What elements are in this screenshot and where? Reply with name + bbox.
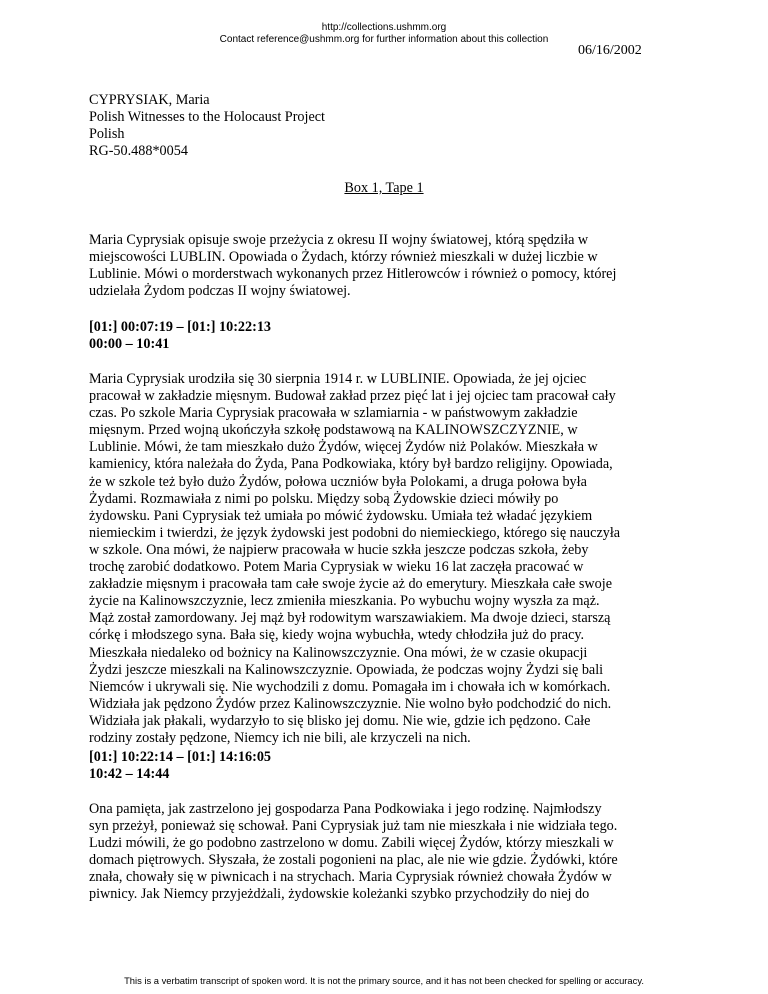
project-name: Polish Witnesses to the Holocaust Project — [89, 109, 325, 126]
text-line: Widziała jak pędzono Żydów przez Kalinowszczyznie. Nie wolno było podchodzić do nich. — [89, 695, 612, 712]
text-line: domach piętrowych. Słyszała, że zostali pogonieni na plac, ale nie wie gdzie. Żydówki, które — [89, 852, 618, 869]
text-line: pracował w zakładzie mięsnym. Budował zakład przez pięć lat i jej ojciec tam pracował cały — [89, 388, 616, 405]
text-line: że w szkole też było dużo Żydów, połowa uczniów była Polokami, a druga połowa była — [89, 473, 587, 490]
text-line: w szkole. Ona mówi, że najpierw pracowała w hucie szkła jeszcze podczas szkoła, żeby — [89, 541, 589, 558]
box-tape-heading — [89, 180, 679, 197]
transcript-date: 06/16/2002 — [578, 43, 642, 58]
text-line: trochę zarobić dodatkowo. Potem Maria Cyprysiak w wieku 16 lat zaczęła pracować w — [89, 559, 584, 576]
segment-timecode: [01:] 10:22:14 – [01:] 14:16:05 — [89, 749, 272, 765]
header-url: http://collections.ushmm.org — [321, 22, 447, 33]
text-line: znała, chowały się w piwnicach i na strychach. Maria Cyprysiak również chowała Żydów w — [89, 869, 612, 886]
header-contact: Contact reference@ushmm.org for further information about this collection — [219, 34, 549, 45]
text-line: rodziny zostały pędzone, Niemcy ich nie bili, ale krzyczeli na nich. — [89, 729, 471, 746]
text-line: kamienicy, która należała do Żyda, Pana Podkowiaka, który był bardzo religijny. Opowiada, — [89, 456, 613, 473]
segment-2-paragraph — [89, 801, 679, 904]
text-line: życie na Kalinowszczyznie, lecz zmieniła mieszkania. Po wybuchu wojny wyszła za mąż. — [89, 593, 600, 610]
text-line: Mieszkała niedaleko od bożnicy na Kalinowszczyznie. Ona mówi, że w czasie okupacji — [89, 644, 588, 661]
disclaimer-footer: This is a verbatim transcript of spoken word. It is not the primary source, and it has not been checked for spelling or accuracy. — [124, 975, 644, 986]
text-line: Ona pamięta, jak zastrzelono jej gospodarza Pana Podkowiaka i jego rodzinę. Najmłodszy — [89, 801, 602, 817]
text-line: Niemców i ukrywali się. Nie wychodzili z domu. Pomagała im i chowała ich w komórkach. — [89, 678, 611, 695]
text-line: Lublinie. Mówi, że tam mieszkało dużo Żydów, więcej Żydów niż Polaków. Mieszkała w — [89, 439, 598, 456]
box-tape-label: Box 1, Tape 1 — [344, 180, 424, 196]
segment-range: 10:42 – 14:44 — [89, 766, 170, 783]
segment-range: 00:00 – 10:41 — [89, 336, 170, 353]
summary-line: Lublinie. Mówi o morderstwach wykonanych przez Hitlerowców i również o pomocy, której — [89, 266, 617, 283]
text-line: niemieckim i twierdzi, że język żydowski jest podobni do niemieckiego, którego się nauczyła — [89, 524, 621, 541]
segment-1-paragraph — [89, 371, 679, 747]
text-line: żydowsku. Pani Cyprysiak też umiała po mówić żydowsku. Umiała też władać językiem — [89, 507, 593, 524]
record-group-number: RG-50.488*0054 — [89, 143, 188, 160]
text-line: Ludzi mówili, że go podobno zastrzelono w domu. Zabili więcej Żydów, którzy mieszkali w — [89, 835, 614, 852]
text-line: mięsnym. Przed wojną ukończyła szkołę podstawową na KALINOWSZCZYZNIE, w — [89, 422, 578, 439]
segment-2-heading — [89, 749, 679, 783]
text-line: syn przeżył, ponieważ się schował. Pani Cyprysiak już tam nie mieszkała i nie widziała tego. — [89, 818, 618, 835]
summary-line: miejscowości LUBLIN. Opowiada o Żydach, którzy również mieszkali w dużej liczbie w — [89, 249, 598, 266]
interview-language: Polish — [89, 126, 125, 143]
interviewee-name: CYPRYSIAK, Maria — [89, 92, 210, 108]
segment-timecode: [01:] 00:07:19 – [01:] 10:22:13 — [89, 319, 272, 335]
text-line: Widziała jak płakali, wydarzyło to się blisko jej domu. Nie wie, gdzie ich pędzono. Całe — [89, 712, 591, 729]
interview-info — [89, 92, 679, 160]
summary-line: udzielała Żydom podczas II wojny światowej. — [89, 283, 351, 300]
text-line: piwnicy. Jak Niemcy przyjeżdżali, żydowskie koleżanki szybko przychodziły do niej do — [89, 886, 590, 903]
text-line: czas. Po szkole Maria Cyprysiak pracowała w szlamiarnia - w państwowym zakładzie — [89, 405, 578, 422]
text-line: córkę i młodszego syna. Bała się, kiedy wojna wybuchła, wtedy chłodziła już do pracy. — [89, 627, 585, 644]
text-line: Żydzi jeszcze mieszkali na Kalinowszczyznie. Opowiada, że podczas wojny Żydzi się bali — [89, 661, 604, 678]
text-line: Mąż został zamordowany. Jej mąż był rodowitym warszawiakiem. Ma dwoje dzieci, starszą — [89, 610, 611, 627]
segment-1-heading — [89, 319, 679, 353]
text-line: Żydami. Rozmawiała z nimi po polsku. Między sobą Żydowskie dzieci mówiły po — [89, 490, 559, 507]
summary-paragraph — [89, 232, 679, 300]
text-line: zakładzie mięsnym i pracowała tam całe swoje życie aż do emerytury. Mieszkała całe swoje — [89, 576, 612, 593]
summary-line: Maria Cyprysiak opisuje swoje przeżycia z okresu II wojny światowej, którą spędziła w — [89, 232, 589, 248]
text-line: Maria Cyprysiak urodziła się 30 sierpnia 1914 r. w LUBLINIE. Opowiada, że jej ojciec — [89, 371, 587, 387]
